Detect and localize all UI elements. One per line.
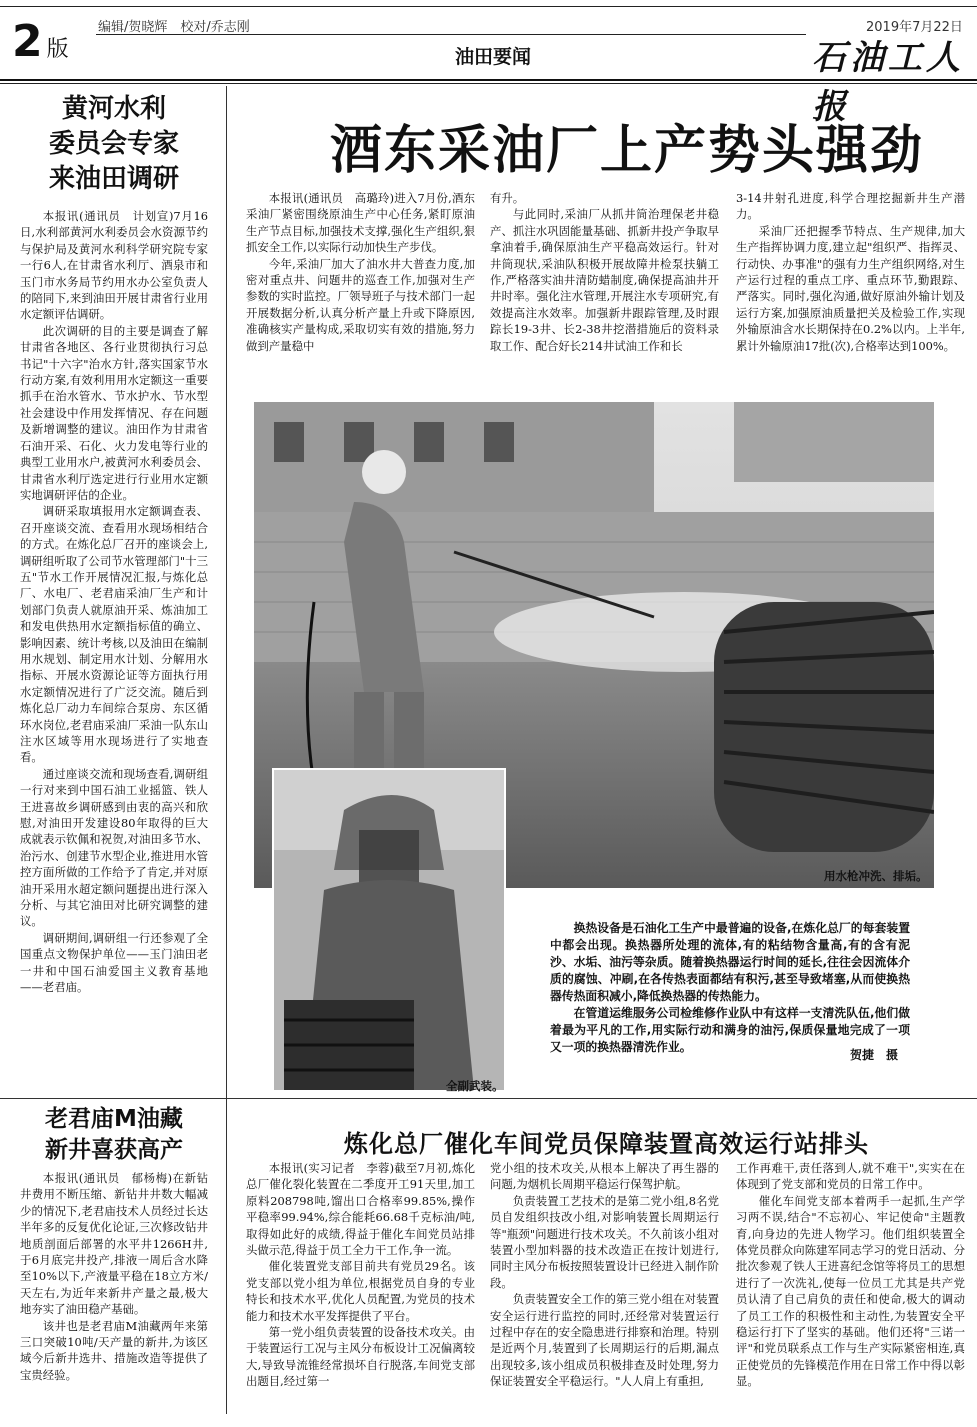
article4-column-3: 工作再难干,责任落到人,就不难干",实实在在体现到了党支部和党员的日常工作中。 催化车间党支部本着两手一起抓,生产学习两不误,结合"不忘初心、牢记使命"主题教育,向身边的先进人物学习。他们组织装置全体党员群众向陈建军同志学习的党日活动、分批次参观了铁人王进喜纪念馆等将员工的思想进行了一次洗礼,使每一位员工尤其是共产党员认清了自己肩负的责任和使命,极大的调动了员工工作的积极性和主动性,为装置安全平稳运行打下了坚实的基础。他们还将"三诺一评"和党员联系点工作与生产实际紧密相连,真正使党员的先锋模范作用在日常工作中得以彰显。 <box>736 1161 965 1389</box>
article1-paragraph: 此次调研的目的主要是调查了解甘肃省各地区、各行业贯彻执行习总书记"十六字"治水方针,落实国家节水行动方案,有效利用用水定额这一重要抓手在治水管水、节水护水、节水型社会建设中作用发挥情况、存在问题及新增调整的建议。油田作为甘肃省石油开采、石化、火力发电等行业的典型工业用水户,被黄河水利委员会、甘肃省水利厅选定进行行业用水定额实地调研评估的企业。 <box>20 323 208 502</box>
header-divider <box>96 34 806 35</box>
inset-photo <box>272 768 506 1092</box>
masthead-logo: 石油工人报 <box>812 38 964 127</box>
photo-caption-main: 用水枪冲洗、排垢。 <box>824 869 928 883</box>
article4-headline: 炼化总厂催化车间党员保障装置高效运行站排头 <box>344 1130 869 1158</box>
article4-column-1: 本报讯(实习记者 李蓉)截至7月初,炼化总厂催化裂化装置在二季度开工91天里,加工原料208798吨,馏出口合格率99.85%,操作平稳率99.94%,综合能耗66.68千克标油/吨,取得如此好的成绩,得益于催化车间党员站排头做示范,得益于员工全力干工作,争一流。 催化装置党支部目前共有党员29名。该党支部以党小组为单位,根据党员自身的专业特长和技术水平,优化人员配置,为党员的技术能力和技术水平发挥提供了平台。 第一党小组负责装置的设备技术攻关。由于装置运行工况与主风分布板设计工况偏离较大,导致导流锥经常损坏自行脱落,车间党支部出题目,经过第一 <box>246 1161 475 1389</box>
editor-line: 编辑/贺晓辉 校对/乔志刚 <box>98 20 250 35</box>
column-divider <box>226 86 227 1414</box>
article2-column-1: 本报讯(通讯员 高璐玲)进入7月份,酒东采油厂紧密围绕原油生产中心任务,紧盯原油生产节点目标,加强技术支撑,强化生产组织,狠抓安全工作,以实际行动加快生产步伐。 今年,采油厂加大了油水井大普查力度,加密对重点井、问题井的巡查工作,加强对生产参数的实时监控。厂领导班子与技术部门一起开展数据分析,认真分析产量上升或下降原因,准确核实产量构成,采取切实有效的措施,努力做到产量稳中 <box>246 191 475 353</box>
article3-headline: 老君庙M油藏 新井喜获高产 <box>45 1106 183 1163</box>
photo-note: 换热设备是石油化工生产中最普遍的设备,在炼化总厂的每套装置中都会出现。换热器所处理的流体,有的粘结物含量高,有的含有泥沙、水垢、油污等杂质。随着换热器运行时间的延长,往往会因流体介质的腐蚀、冲刷,在各传热表面都结有积污,甚至导致堵塞,从而使换热器传热面积减小,降低换热器的传热能力。 在管道运维服务公司检维修作业队中有这样一支清洗队伍,他们做着最为平凡的工作,用实际行动和满身的油污,保质保量地完成了一项又一项的换热器清洗作业。 <box>550 921 910 1054</box>
article2-column-2: 有升。 与此同时,采油厂从抓井筒治理保老井稳产、抓注水巩固能量基础、抓新井投产争取早拿油着手,确保原油生产平稳高效运行。针对井筒现状,采油队积极开展故障井检泵扶躺工作,严格落实油井清防蜡制度,确保提高油井开井时率。强化注水管理,开展注水专项研究,有效提高注水效率。加强新井跟踪管理,及时跟踪长19-3井、长2-38井挖潜措施后的资料录取工作、配合好长214井试油工作和长 <box>490 191 719 353</box>
article2-column-3: 3-14井射孔进度,科学合理挖掘新井生产潜力。 采油厂还把握季节特点、生产规律,加大生产指挥协调力度,建立起"组织严、指挥灵、行动快、办事准"的强有力生产组织网络,对生产运行过程的重点工序、重点环节,勤跟踪、严落实。同时,强化沟通,做好原油外输计划及运行方案,加强原油质量把关及检验工作,实现外输原油含水长期保持在0.2%以内。上半年,累计外输原油17批(次),合格率达到100%。 <box>736 191 965 353</box>
photo-caption-inset: 全副武装。 <box>446 1079 504 1093</box>
article1-headline: 黄河水利 委员会专家 来油田调研 <box>48 94 179 194</box>
issue-date: 2019年7月22日 <box>866 20 963 35</box>
photo-protective-gear <box>274 770 504 1090</box>
page-suffix: 版 <box>46 37 69 62</box>
article3-body: 本报讯(通讯员 郁杨梅)在新钻井费用不断压缩、新钻井井数大幅减少的情况下,老君庙技术人员经过长达半年多的反复优化论证,三次修改钻井地质剖面后部署的水平井1266H井,于6月底完井投产,排液一周后含水降至10%以下,产液量平稳在18立方米/天左右,为近年来新井产量之最,极大地夯实了油田稳产基础。 该井也是老君庙M油藏两年来第三口突破10吨/天产量的新井,为该区域今后新井选井、措施改造等提供了宝贵经验。 <box>20 1171 208 1382</box>
article4-column-2: 党小组的技术攻关,从根本上解决了再生器的问题,为烟机长周期平稳运行保驾护航。 负责装置工艺技术的是第二党小组,8名党员自发组织技改小组,对影响装置长周期运行等"瓶颈"问题进行技术攻关。不久前该小组对装置小型加料器的技术改造正在按计划进行,同时主风分布板按照装置设计已经进入制作阶段。 负责装置安全工作的第三党小组在对装置安全运行进行监控的同时,还经常对装置运行过程中存在的安全隐患进行排察和治理。特别是近两个月,装置到了长周期运行的后期,漏点出现较多,该小组成员积极排查及时处理,努力保证装置安全平稳运行。"人人肩上有重担, <box>490 1161 719 1389</box>
photo-credit: 贺捷 摄 <box>850 1048 899 1062</box>
lower-divider <box>0 1098 977 1099</box>
page-number: 2 版 <box>12 16 69 67</box>
article2-headline: 酒东采油厂上产势头强劲 <box>330 121 925 181</box>
article1-paragraph: 通过座谈交流和现场查看,调研组一行对来到中国石油工业摇篮、铁人王进喜故乡调研感到由衷的高兴和欣慰,对油田开发建设80年取得的巨大成就表示钦佩和祝贺,对油田多节水、治污水、创建节水型企业,推进用水管控方面所做的工作给予了肯定,并对原油开采用水超定额问题提出进行深入分析、与其它油田对比研究调整的建议。 <box>20 766 208 929</box>
article1-paragraph: 调研期间,调研组一行还参观了全国重点文物保护单位——玉门油田老一井和中国石油爱国主义教育基地——老君庙。 <box>20 930 208 995</box>
section-title: 油田要闻 <box>455 46 532 68</box>
article1-paragraph: 调研采取填报用水定额调查表、召开座谈交流、查看用水现场相结合的方式。在炼化总厂召开的座谈会上,调研组听取了公司节水管理部门"十三五"节水工作开展情况汇报,与炼化总厂、水电厂、老君庙采油厂生产和计划部门负责人就原油开采、炼油加工和发电供热用水定额指标值的确立、影响因素、统计考核,以及油田在编制用水规划、制定用水计划、分解用水指标、开展水资源论证等方面执行用水定额情况进行了广泛交流。随后到炼化总厂动力车间综合泵房、东区循环水岗位,老君庙采油厂采油一队东山注水区域等用水现场进行了实地查看。 <box>20 504 208 765</box>
article1-body <box>20 208 208 1074</box>
article1-paragraph: 本报讯(通讯员 计划宣)7月16日,水利部黄河水利委员会水资源节约与保护局及黄河水利科学研究院专家一行6人,在甘肃省水利厅、酒泉市和玉门市水务局节约用水办公室负责人的陪同下,来到油田开展甘肃省行业用水定额评估调研。 <box>20 209 208 322</box>
